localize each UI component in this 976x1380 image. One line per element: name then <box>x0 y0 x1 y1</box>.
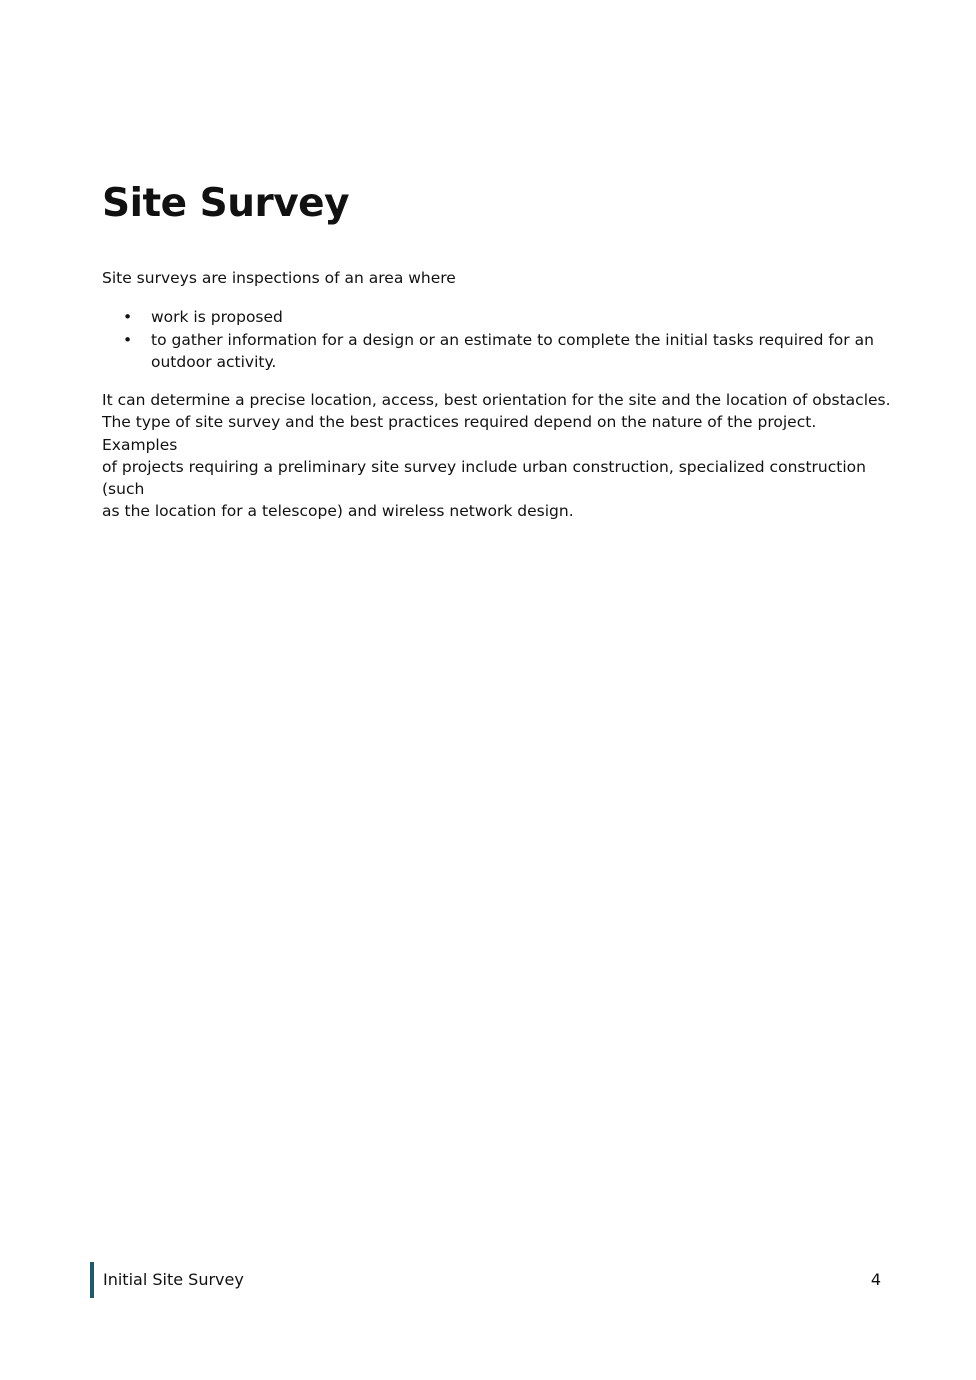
paragraph-line: of projects requiring a preliminary site survey include urban construction, specialized construction (such <box>102 457 866 499</box>
paragraph-line: It can determine a precise location, access, best orientation for the site and the location of obstacles. <box>102 391 891 409</box>
intro-text: Site surveys are inspections of an area where <box>102 269 456 287</box>
paragraph-line: as the location for a telescope) and wireless network design. <box>102 502 574 521</box>
list-item <box>102 306 882 329</box>
list-item <box>102 329 882 374</box>
paragraph-line: The type of site survey and the best practices required depend on the nature of the project. Examples <box>102 413 817 454</box>
page-number: 4 <box>870 1270 881 1289</box>
bullet-marker: • <box>123 330 133 349</box>
footer-title: Initial Site Survey <box>103 1270 244 1289</box>
bullet-marker: • <box>123 308 133 326</box>
list-item-text: work is proposed <box>151 308 283 326</box>
bullet-list <box>102 306 882 374</box>
page-title: Site Survey <box>102 181 350 226</box>
body-paragraph <box>102 389 892 523</box>
footer-accent-bar <box>90 1262 94 1298</box>
list-item-text: to gather information for a design or an estimate to complete the initial tasks required for an outdoor activity. <box>151 330 874 371</box>
